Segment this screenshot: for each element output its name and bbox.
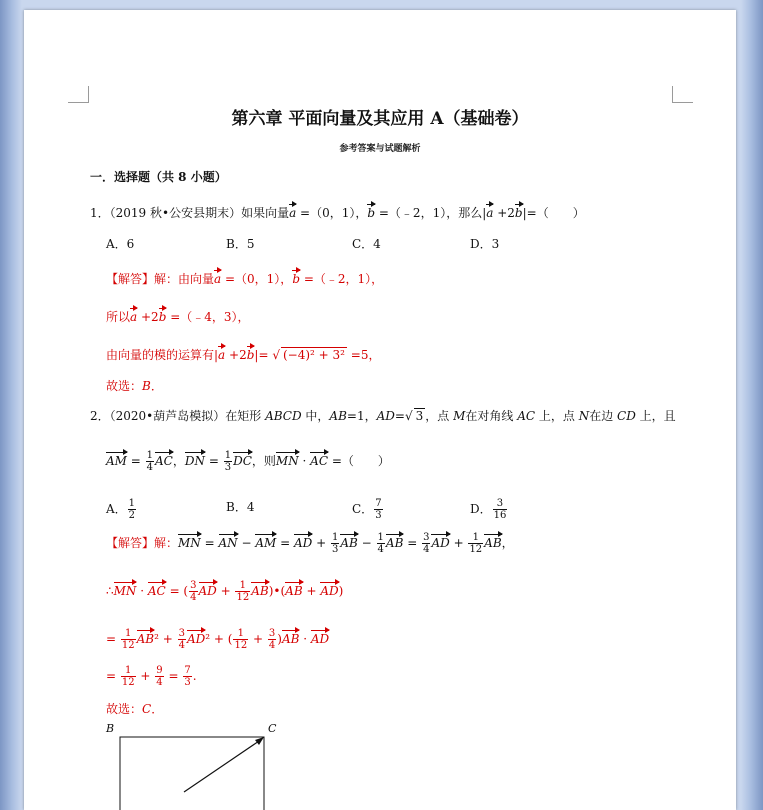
question-1-answer: 故选：B． <box>106 379 163 393</box>
document-subtitle: 参考答案与试题解析 <box>339 144 421 154</box>
document-page <box>24 10 736 810</box>
question-2-option-d: D． $\frac{3}{16}$ <box>470 498 507 521</box>
diagonal-arrow <box>184 739 262 792</box>
rectangle-abcd <box>120 737 264 810</box>
rectangle-figure <box>114 730 274 810</box>
question-2-answer: 故选：C． <box>106 702 164 716</box>
question-2-option-a: A． $\frac{1}{2}$ <box>106 498 136 521</box>
question-1-solution-line-1: 【解答】解：由向量a =（0，1），b =（﹣2，1）， <box>106 272 384 286</box>
figure-label-b: B <box>106 722 115 735</box>
question-2-solution-line-4: = $\frac{1}{12}$ + $\frac{9}{4}$ = $\frac{7}{3}$ . <box>106 665 197 688</box>
question-1-option-b: B．5 <box>226 237 255 251</box>
question-1-option-c: C．4 <box>352 237 381 251</box>
question-1-solution-line-2: 所以a +2b =（﹣4，3）， <box>106 310 250 324</box>
corner-mark-top-right <box>672 86 693 103</box>
question-1-solution-line-3: 由向量的模的运算有|a +2b|= √ (−4)² + 3² =5， <box>106 348 381 362</box>
question-1-option-d: D．3 <box>470 237 500 251</box>
section-heading: 一．选择题（共 8 小题） <box>90 170 227 184</box>
document-title: 第六章 平面向量及其应用 A（基础卷） <box>231 109 529 129</box>
question-2-option-b: B．4 <box>226 500 255 514</box>
corner-mark-top-left <box>68 86 89 103</box>
question-2-solution-line-3: = $\frac{1}{12}$ AB² + $\frac{3}{4}$ AD² + ( $\frac{1}{12}$ + $\frac{3}{4}$ )AB · AD <box>106 628 330 651</box>
question-2-solution-line-1: 【解答】解：MN = AN − AM = AD + $\frac{1}{3}$ AB − $\frac{1}{4}$ AB = $\frac{3}{4}$ AD + $\frac{1}{12}$ AB， <box>106 532 514 555</box>
question-2-solution-line-2: ∴MN · AC = ( $\frac{3}{4}$ AD + $\frac{1}{12}$ AB)•(AB + AD) <box>106 580 344 603</box>
figure-label-c: C <box>268 722 277 735</box>
question-2-option-c: C． $\frac{7}{3}$ <box>352 498 382 521</box>
question-1-stem: 1．（2019 秋•公安县期末）如果向量a =（0，1），b =（﹣2，1），那么|a +2b|=（ ） <box>90 206 585 220</box>
arrowhead-icon <box>255 737 264 745</box>
question-2-stem-line-2: AM = $\frac{1}{4}$ AC，DN = $\frac{1}{3}$ DC，则MN · AC =（ ） <box>106 450 390 473</box>
question-1-option-a: A．6 <box>106 237 135 251</box>
question-2-stem: 2．（2020•葫芦岛模拟）在矩形 ABCD 中，AB=1，AD=√ 3 ，点 M在对角线 AC 上，点 N在边 CD 上，且 <box>90 409 676 423</box>
